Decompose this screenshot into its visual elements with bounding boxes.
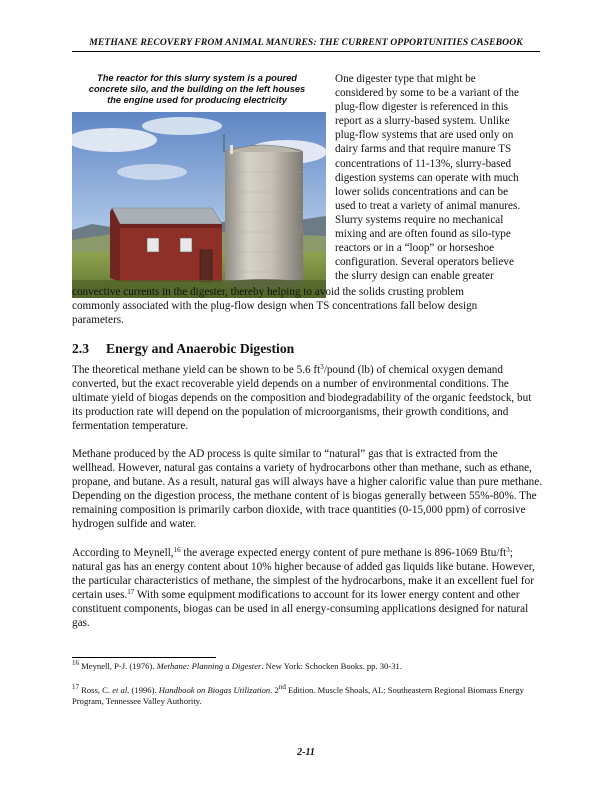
text-run: the average expected energy content of pure methane is 896-1069 Btu/ft bbox=[180, 547, 507, 559]
section-title: Energy and Anaerobic Digestion bbox=[106, 341, 295, 356]
text-line: configuration. Several operators believe bbox=[335, 256, 514, 269]
text-line: Slurry systems require no mechanical bbox=[335, 213, 504, 226]
text-line: digestion systems can operate with much bbox=[335, 171, 519, 184]
text-run: The theoretical methane yield can be shown to be 5.6 ft bbox=[72, 364, 321, 376]
book-title: Methane: Planning a Digester bbox=[156, 661, 262, 671]
text-line: used to treat a variety of animal manures. bbox=[335, 199, 521, 212]
text-line: One digester type that might be bbox=[335, 73, 476, 85]
text-run: Ross, C. bbox=[79, 685, 113, 695]
text-run: With some equipment modifications to account for its lower energy content and other constituent components, biogas can be used in all energy-consuming applications designed for natural gas. bbox=[72, 589, 529, 630]
caption-line: The reactor for this slurry system is a poured bbox=[97, 73, 297, 83]
text-run: . New York: Schocken Books. pp. 30-31. bbox=[261, 661, 402, 671]
text-line: plug-flow digester is referenced in this bbox=[335, 101, 509, 114]
superscript: 3 bbox=[506, 546, 510, 554]
intro-paragraph-wrapped bbox=[335, 72, 545, 283]
footnote-mark: 16 bbox=[72, 659, 79, 667]
footnote-ref: 17 bbox=[127, 588, 135, 597]
text-line: plug-flow systems that are used only on bbox=[335, 129, 514, 142]
footnote-16 bbox=[72, 661, 542, 672]
superscript: 3 bbox=[320, 363, 324, 371]
text-line: reactors or in a “loop” or horseshoe bbox=[335, 242, 495, 255]
text-run: Edition. Muscle Shoals, AL: Southeastern Regional Biomass Energy Program, Tennessee Valley Authority. bbox=[72, 685, 524, 706]
footnote-ref: 16 bbox=[173, 546, 181, 554]
text-line: lower solids concentrations and can be bbox=[335, 185, 509, 198]
footnote-17 bbox=[72, 685, 542, 707]
text-run: 2 bbox=[272, 685, 279, 695]
superscript: nd bbox=[278, 683, 286, 691]
section-heading bbox=[72, 341, 294, 357]
running-header: METHANE RECOVERY FROM ANIMAL MANURES: THE CURRENT OPPORTUNITIES CASEBOOK bbox=[89, 37, 523, 48]
footnote-mark: 17 bbox=[72, 683, 79, 691]
text-run: /pound (lb) of chemical oxygen demand converted, but the exact recoverable yield depends on a number of environmental conditions. The ultimate yield of biogas depends on the composition and biodegradability of the organic feedstock, but its production rate will depend on the population of microorganisms, their growth conditions, and fermentation temperature. bbox=[72, 364, 532, 433]
text-line: parameters. bbox=[72, 314, 124, 326]
paragraph-energy-content bbox=[72, 546, 542, 631]
caption-line: the engine used for producing electricity bbox=[107, 95, 287, 106]
book-title: Handbook on Biogas Utilization. bbox=[158, 685, 273, 695]
text-run: (1996). bbox=[129, 685, 159, 695]
et-al: et al. bbox=[112, 685, 130, 695]
paragraph-natural-gas: Methane produced by the AD process is quite similar to “natural” gas that is extracted from the wellhead. However, natural gas contains a variety of hydrocarbons other than methane, such as ethane, propane, and butane. As a result, natural gas will always have a higher calorific value than pure methane. Depending on the digestion process, the methane content of is biogas generally between 55%-80%. The remaining composition is primarily carbon dioxide, with trace quantities (0-15,000 ppm) of corrosive hydrogen sulfide and water. bbox=[72, 448, 543, 531]
digester-silo-photo bbox=[72, 112, 326, 298]
text-line: convective currents in the digester, thereby helping to avoid the solids crusting problem bbox=[72, 286, 464, 298]
text-run: According to Meynell, bbox=[72, 547, 174, 559]
page-number: 2-11 bbox=[297, 747, 315, 758]
text-line: concentrations of 11-13%, slurry-based bbox=[335, 157, 512, 170]
section-number: 2.3 bbox=[72, 341, 89, 356]
header-rule bbox=[72, 51, 540, 52]
text-run: Meynell, P-J. (1976). bbox=[79, 661, 157, 671]
text-line: commonly associated with the plug-flow design when TS concentrations fall below design bbox=[72, 300, 478, 312]
text-line: report as a slurry-based system. Unlike bbox=[335, 115, 510, 128]
caption-line: concrete silo, and the building on the left houses bbox=[88, 84, 306, 95]
figure-caption bbox=[72, 73, 322, 107]
text-line: dairy farms and that require manure TS bbox=[335, 143, 512, 156]
text-line: mixing and are often found as silo-type bbox=[335, 228, 511, 241]
footnote-rule bbox=[72, 657, 216, 658]
paragraph-methane-yield bbox=[72, 363, 542, 433]
text-line: the slurry design can enable greater bbox=[335, 270, 494, 283]
text-line: considered by some to be a variant of the bbox=[335, 87, 519, 100]
text-run: ; natural gas has an energy content about 10% higher because of added gas liquids like butane. However, the particular characteristics of methane, the simplest of the hydrocarbons, make it an excellent fuel for certain uses. bbox=[72, 547, 535, 602]
